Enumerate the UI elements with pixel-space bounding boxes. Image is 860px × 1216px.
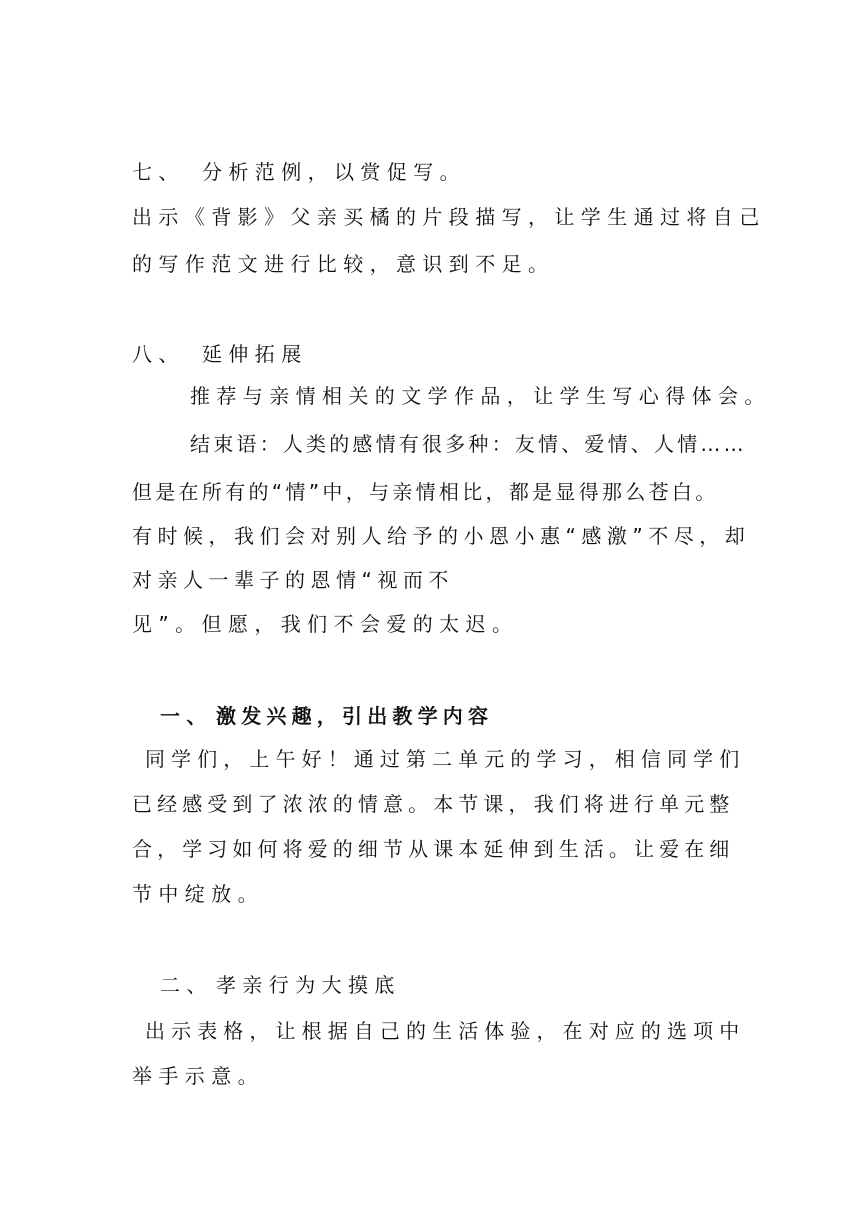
section-7-heading: 分析范例，以赏促写。 [202, 160, 466, 184]
section-2-heading: 孝亲行为大摸底 [216, 973, 401, 997]
section-8-para-2-line-1: 结束语：人类的感情有很多种：友情、爱情、人情…… [190, 432, 747, 456]
section-1-heading: 激发兴趣，引出教学内容 [216, 704, 494, 728]
section-2-heading-number: 二、 [160, 973, 213, 997]
section-7-heading-number: 七、 [132, 160, 185, 184]
section-7-para-line-1: 出示《背影》父亲买橘的片段描写，让学生通过将自己 [132, 205, 766, 229]
section-1-para-line-3: 合，学习如何将爱的细节从课本延伸到生活。让爱在细 [132, 837, 735, 861]
section-1-para-line-4: 节中绽放。 [132, 882, 264, 906]
section-7-para-line-2: 的写作范文进行比较，意识到不足。 [132, 252, 555, 276]
section-8-para-2-line-3: 有时候，我们会对别人给予的小恩小惠“感激”不尽，却 [132, 524, 751, 548]
section-2-para-line-1: 出示表格，让根据自己的生活体验，在对应的选项中 [145, 1019, 746, 1043]
section-1-para-line-1: 同学们，上午好！通过第二单元的学习，相信同学们 [145, 747, 746, 771]
section-1-para-line-2: 已经感受到了浓浓的情意。本节课，我们将进行单元整 [132, 792, 735, 816]
section-8-heading-number: 八、 [132, 342, 185, 366]
section-8-para-1: 推荐与亲情相关的文学作品，让学生写心得体会。 [190, 384, 771, 408]
section-8-para-2-line-5: 见”。但愿，我们不会爱的太迟。 [132, 612, 519, 636]
section-8-para-2-line-4: 对亲人一辈子的恩情“视而不 [132, 568, 454, 592]
section-8-heading: 延伸拓展 [202, 342, 308, 366]
section-8-para-2-line-2: 但是在所有的“情”中，与亲情相比，都是显得那么苍白。 [132, 480, 719, 504]
section-2-para-line-2: 举手示意。 [132, 1064, 264, 1088]
section-1-heading-number: 一、 [160, 704, 213, 728]
